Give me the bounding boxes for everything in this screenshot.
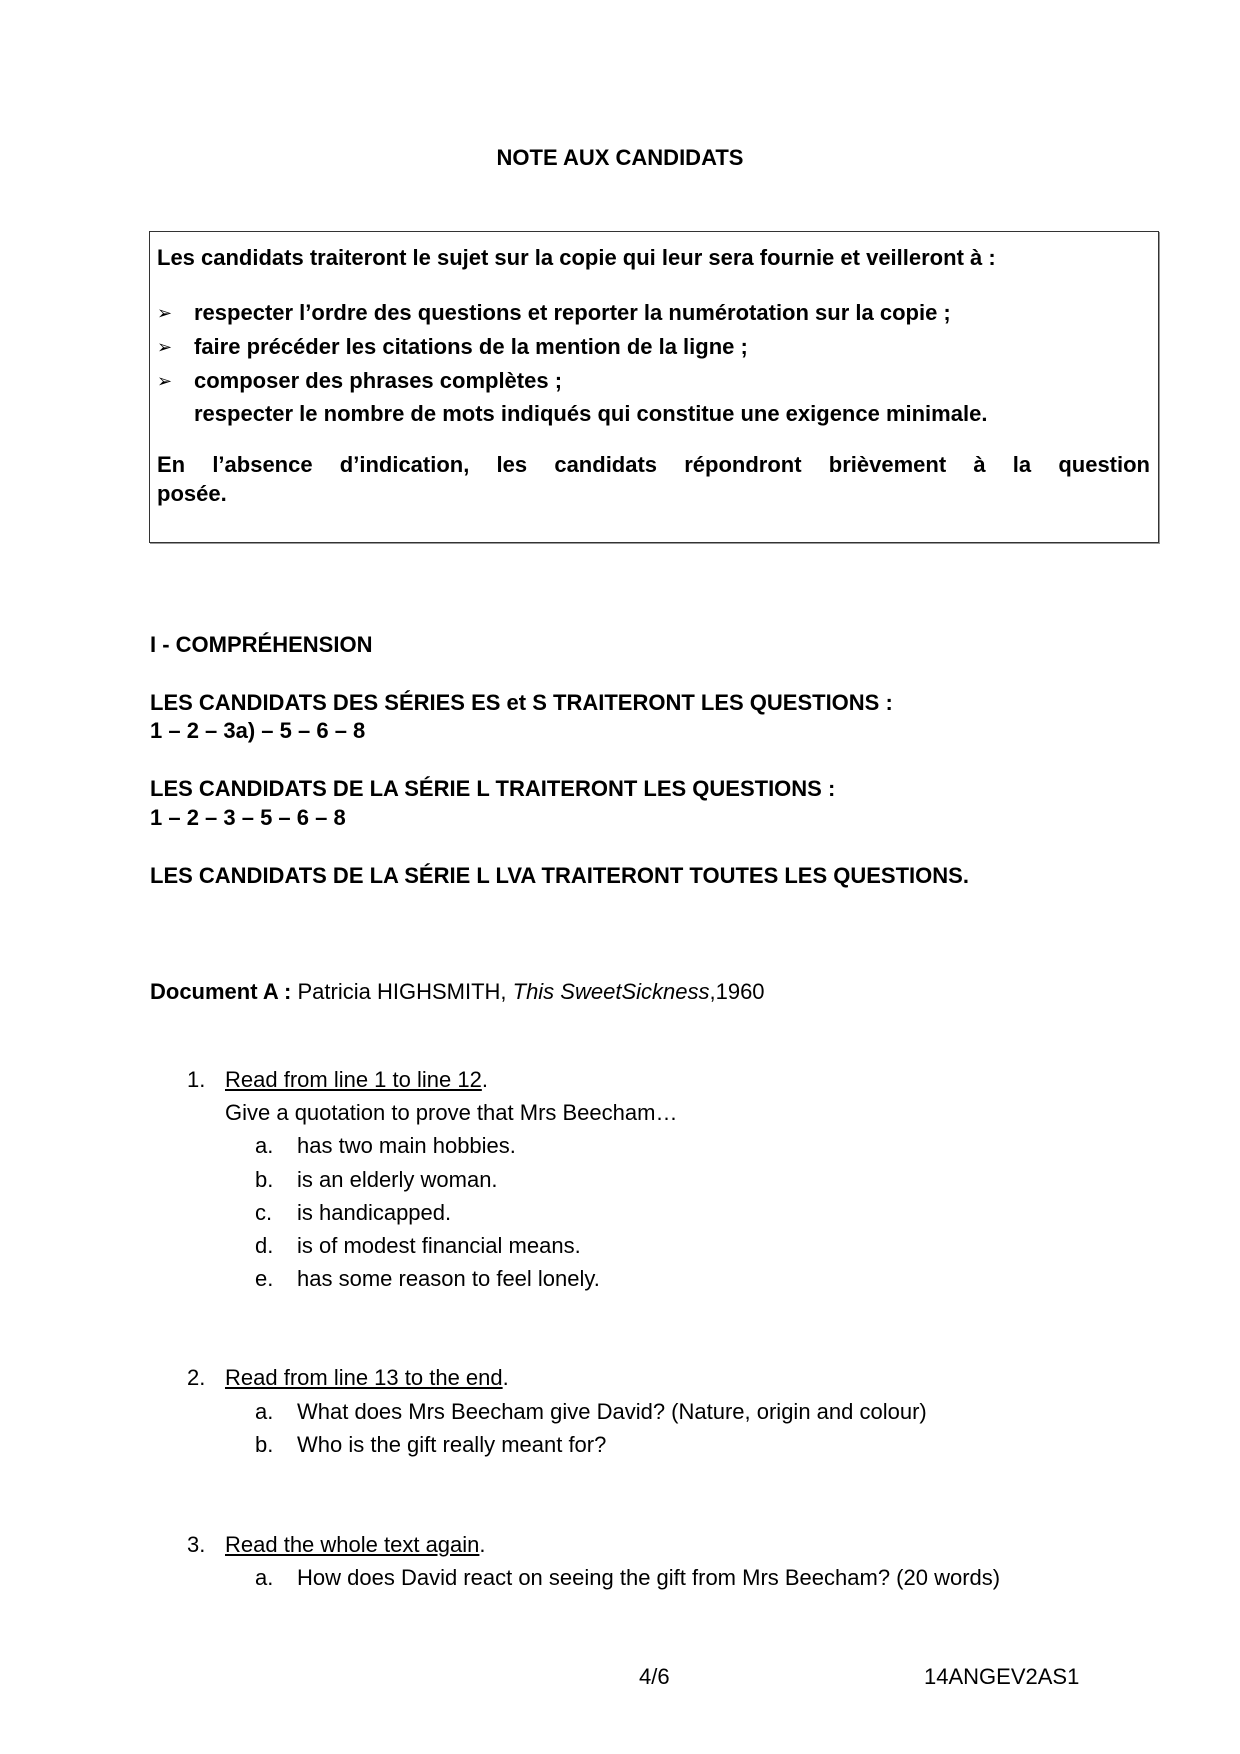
section-heading: I - COMPRÉHENSION [150,632,373,657]
question-instruction [225,1532,486,1558]
page-number: 4/6 [639,1664,670,1689]
series-lva-instruction: LES CANDIDATS DE LA SÉRIE L LVA TRAITERONT TOUTES LES QUESTIONS. [150,863,969,888]
instruction-text: Read the whole text again [225,1532,480,1557]
document-reference [150,979,765,1005]
series-es-s-instruction: LES CANDIDATS DES SÉRIES ES et S TRAITERONT LES QUESTIONS : [150,690,893,715]
instruction-text: Read from line 13 to the end [225,1365,503,1390]
notice-bullet: respecter l’ordre des questions et reporter la numérotation sur la copie ; [194,300,951,325]
item-text: Who is the gift really meant for? [297,1432,607,1457]
instruction-period: . [479,1532,486,1557]
notice-closing: En l’absence d’indication, les candidats répondront brièvement à la question [157,452,1150,477]
document-author: Patricia HIGHSMITH, [291,979,513,1004]
instruction-period: . [481,1067,488,1092]
notice-intro: Les candidats traiteront le sujet sur la copie qui leur sera fournie et veilleront à : [157,245,996,270]
question-prompt: Give a quotation to prove that Mrs Beecham… [225,1100,678,1125]
notice-bullet: faire précéder les citations de la mention de la ligne ; [194,334,748,359]
document-code: 14ANGEV2AS1 [924,1664,1080,1689]
question-instruction [225,1067,488,1093]
item-text: has two main hobbies. [297,1133,516,1158]
item-text: is an elderly woman. [297,1167,498,1192]
series-l-instruction: LES CANDIDATS DE LA SÉRIE L TRAITERONT LES QUESTIONS : [150,776,836,801]
notice-closing-end: posée. [157,481,227,506]
item-letter: b. [255,1432,274,1457]
arrow-bullet-icon: ➢ [157,371,173,391]
item-letter: b. [255,1167,274,1192]
instruction-text: Read from line 1 to line 12 [225,1067,482,1092]
document-year: ,1960 [709,979,765,1004]
item-text: is of modest financial means. [297,1233,581,1258]
series-l-questions: 1 – 2 – 3 – 5 – 6 – 8 [150,805,346,830]
arrow-bullet-icon: ➢ [157,303,173,323]
item-letter: e. [255,1266,274,1291]
document-work: This SweetSickness [512,979,710,1004]
item-text: is handicapped. [297,1200,452,1225]
item-letter: a. [255,1399,274,1424]
item-letter: d. [255,1233,274,1258]
question-instruction [225,1365,509,1391]
page-title: NOTE AUX CANDIDATS [496,145,744,170]
question-number: 1. [187,1067,206,1092]
arrow-bullet-icon: ➢ [157,337,173,357]
notice-bullet: composer des phrases complètes ; [194,368,563,393]
item-letter: a. [255,1133,274,1158]
document-label: Document A : [150,979,292,1004]
item-text: How does David react on seeing the gift from Mrs Beecham? (20 words) [297,1565,1001,1590]
question-number: 3. [187,1532,206,1557]
series-es-s-questions: 1 – 2 – 3a) – 5 – 6 – 8 [150,718,366,743]
instruction-period: . [502,1365,509,1390]
item-letter: a. [255,1565,274,1590]
item-text: What does Mrs Beecham give David? (Nature, origin and colour) [297,1399,927,1424]
item-text: has some reason to feel lonely. [297,1266,600,1291]
item-letter: c. [255,1200,273,1225]
notice-extra-line: respecter le nombre de mots indiqués qui constitue une exigence minimale. [194,401,988,426]
question-number: 2. [187,1365,206,1390]
